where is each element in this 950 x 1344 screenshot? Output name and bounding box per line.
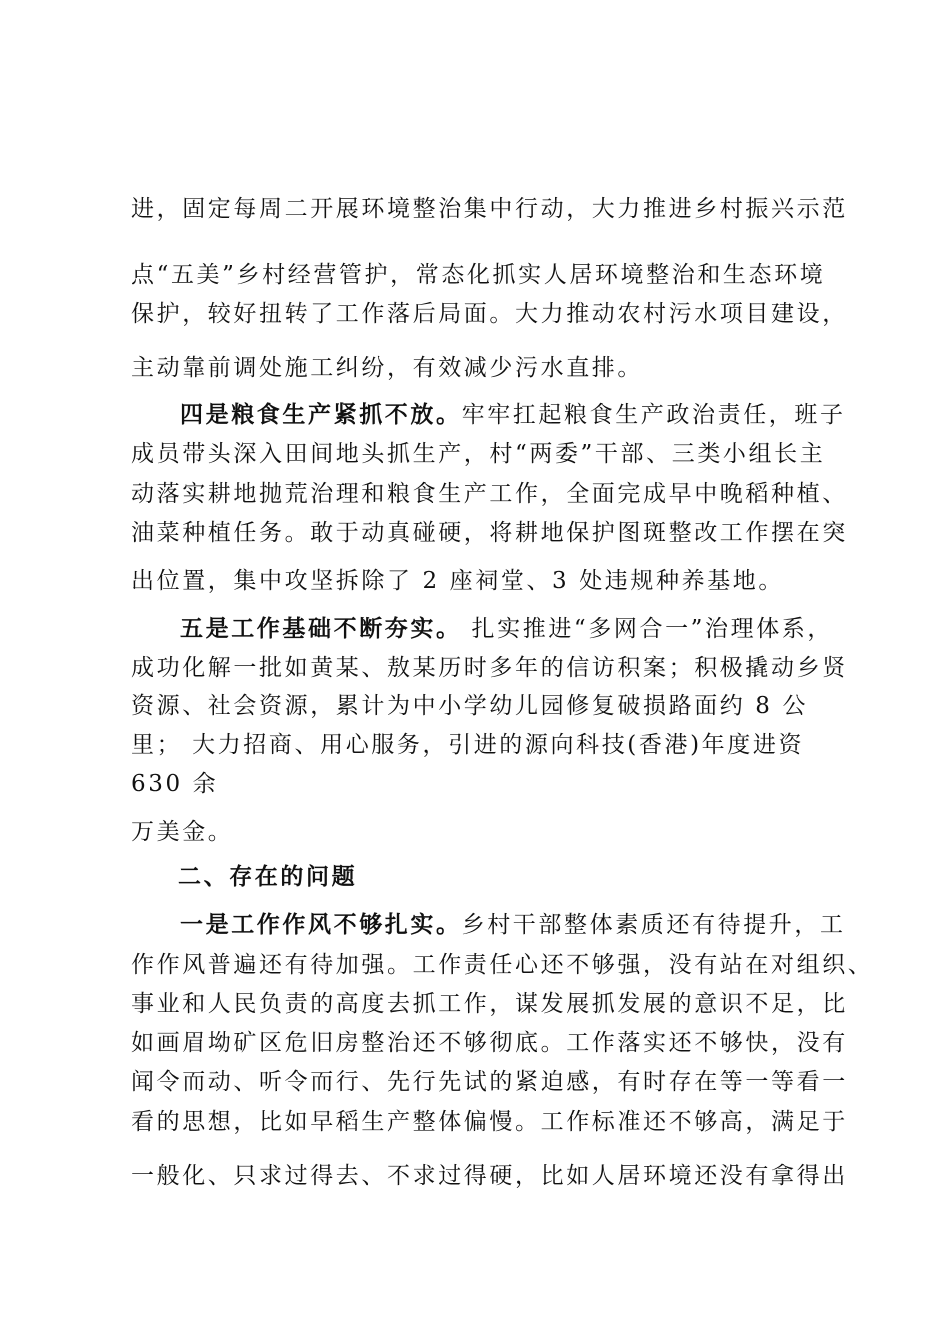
line-text: 看的思想，比如早稻生产整体偏慢。工作标准还不够高，满足于 [131,1109,848,1135]
text-line [131,987,848,1021]
paragraph-heading: 五是工作基础不断夯实。 [180,616,462,642]
line-text: 里； 大力招商、用心服务，引进的源向科技(香港)年度进资 [131,732,805,758]
line-text: 出位置，集中攻坚拆除了 2 座祠堂、3 处违规种养基地。 [131,568,784,594]
line-text: 闻令而动、听令而行、先行先试的紧迫感，有时存在等一等看一 [131,1069,848,1095]
text-line [131,516,848,550]
paragraph-heading: 四是粮食生产紧抓不放。 [180,402,462,428]
line-text: 成员带头深入田间地头抓生产，村“两委”干部、三类小组长主 [131,441,826,467]
line-text: 乡村干部整体素质还有待提升，工 [461,912,846,938]
line-text: 保护，较好扭转了工作落后局面。大力推动农村污水项目建设， [131,301,848,327]
text-line [131,437,841,471]
text-line [131,728,841,762]
paragraph-heading: 一是工作作风不够扎实。 [180,912,462,938]
text-line [131,258,841,292]
section-heading [178,860,888,894]
line-text: 牢牢扛起粮食生产政治责任，班子 [461,402,846,428]
problem-one-first-line [180,908,846,942]
text-line [131,477,848,511]
line-text: 成功化解一批如黄某、敖某历时多年的信访积案；积极撬动乡贤 [131,655,848,681]
line-text: 事业和人民负责的高度去抓工作，谋发展抓发展的意识不足，比 [131,991,848,1017]
text-line [131,1105,848,1139]
paragraph-four-first-line [180,398,846,432]
line-text: 点“五美”乡村经营管护，常态化抓实人居环境整治和生态环境 [131,262,826,288]
section-title: 二、存在的问题 [178,864,358,890]
text-line [131,351,841,385]
line-text: 进，固定每周二开展环境整治集中行动，大力推进乡村振兴示范 [131,196,848,222]
line-text: 扎实推进“多网合一”治理体系， [461,616,834,642]
line-text: 万美金。 [131,819,234,845]
text-line [131,192,848,226]
paragraph-five-first-line [180,612,841,646]
text-line [131,651,848,685]
line-text: 主动靠前调处施工纠纷，有效减少污水直排。 [131,355,643,381]
line-text: 一般化、只求过得去、不求过得硬，比如人居环境还没有拿得出 [131,1163,848,1189]
line-text: 油菜种植任务。敢于动真碰硬，将耕地保护图斑整改工作摆在突 [131,520,848,546]
text-line [131,689,841,723]
text-line [131,564,841,598]
text-line [131,815,841,849]
line-text: 作作风普遍还有待加强。工作责任心还不够强，没有站在对组织、 [131,952,874,978]
text-line [131,1065,848,1099]
line-text: 动落实耕地抛荒治理和粮食生产工作，全面完成早中晚稻种植、 [131,481,848,507]
text-line [131,948,874,982]
line-text: 630 余 [131,771,219,797]
line-text: 资源、社会资源，累计为中小学幼儿园修复破损路面约 8 公 [131,693,809,719]
line-text: 如画眉坳矿区危旧房整治还不够彻底。工作落实还不够快，没有 [131,1030,848,1056]
text-line [131,297,848,331]
text-line [131,767,841,801]
text-line [131,1026,848,1060]
text-line [131,1159,848,1193]
